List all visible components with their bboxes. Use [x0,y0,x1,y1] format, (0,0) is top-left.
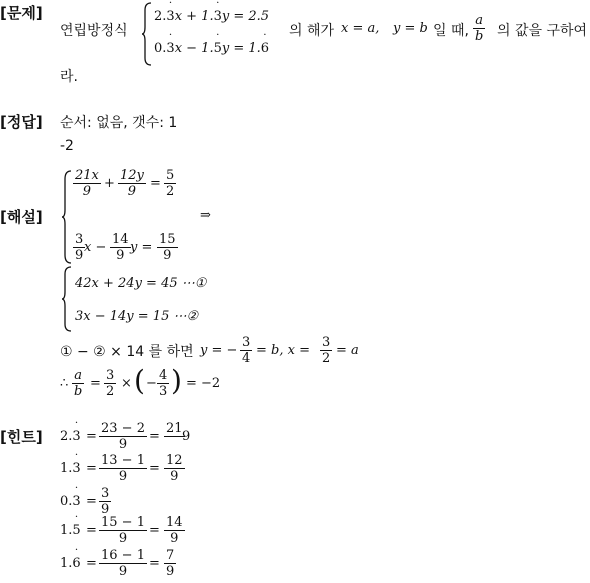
sol-step4-frac1: a b [74,368,83,399]
problem-label: [문제] [0,4,43,22]
hint-h1-frac2: 21 [166,421,183,436]
solution-label: [해설] [0,208,43,226]
hint-h4-eq2: = [149,523,160,538]
sol-s2-frac2: 14 9 [112,232,129,263]
problem-text4: 라. [60,69,78,85]
sol-s1-plus: + [104,176,115,191]
sol-s2-y: y = [130,240,153,255]
problem-text1: 의 해가 [289,23,335,39]
hint-h3-lhs: 0.3 ˙ [60,494,81,509]
answer-label: [정답] [0,113,43,131]
sol-step3-text: ① − ② × 14 를 하면 [60,344,194,360]
hint-h2-eq2: = [149,461,160,476]
system-brace-icon [141,2,153,66]
sol-step4-minus: − [146,376,157,391]
hint-h2-eq: = [86,461,97,476]
sol-step4-eq: = [90,376,101,391]
hint-h1-eq2: = [149,429,160,444]
sol-e2: 3x − 14y = 15 ⋯② [75,309,199,324]
sol-s1-frac1: 21x 9 [75,168,99,199]
problem-eq1: 2.3 ˙x + 1.3 ˙y = 2.5 [154,9,269,24]
sol-s2-x: x − [84,240,107,255]
implies-arrow-icon: ⇒ [200,208,211,223]
hint-h4-frac2: 14 9 [166,515,183,546]
problem-fraction: a b [475,13,484,44]
sol-s1-frac3: 5 2 [166,168,175,199]
sol-step3-y: y = − [200,343,238,358]
hint-h5-lhs: 1.6 ˙ [60,556,81,571]
problem-sol-x: x = a, [341,21,380,36]
sol-step4-times: × [121,376,132,391]
sol-e1: 42x + 24y = 45 ⋯① [75,276,207,291]
sol-step4-end: = −2 [186,376,221,391]
hint-h2-frac2: 12 9 [166,453,183,484]
hint-label: [힌트] [0,428,43,446]
answer-line1: 순서: 없음, 갯수: 1 [60,115,178,131]
hint-h5-eq2: = [149,556,160,571]
hint-h2-lhs: 1.3 ˙ [60,461,81,476]
sol-step3-end: = a [336,343,359,358]
hint-h5-frac2: 7 9 [166,548,175,579]
therefore-icon: ∴ [60,376,69,391]
sol-s1-frac2: 12y 9 [120,168,144,199]
hint-h5-eq: = [86,556,97,571]
hint-h1-eq: = [86,429,97,444]
sol-step4-frac2: 3 2 [106,368,115,399]
sol-step4-frac3: 4 3 [159,368,168,399]
sol-step3-frac2: 3 2 [322,335,331,366]
right-paren-icon: ) [171,364,182,397]
hint-h3-frac: 3 9 [101,486,110,517]
hint-h1-tail: 9 [182,429,191,444]
problem-text2: 일 때, [433,23,469,39]
hint-h1-frac: 23 − 2 9 [101,421,145,452]
hint-h4-lhs: 1.5 ˙ [60,523,81,538]
sol-step3-frac1: 3 4 [242,335,251,366]
hint-h5-frac: 16 − 1 9 [101,548,145,579]
solution-brace-1-icon [61,170,73,264]
problem-eq2: 0.3 ˙x − 1.5 ˙y = 1.6 ˙ [154,41,269,56]
hint-h4-frac: 15 − 1 9 [101,515,145,546]
sol-s2-frac3: 15 9 [159,232,176,263]
problem-intro: 연립방정식 [60,23,128,39]
solution-brace-2-icon [61,266,73,332]
sol-s1-eq: = [150,176,161,191]
problem-sol-y: y = b [393,21,428,36]
hint-h3-eq: = [86,494,97,509]
hint-h4-eq: = [86,523,97,538]
answer-value: -2 [60,138,74,154]
hint-h1-lhs: 2.3 ˙ [60,429,81,444]
left-paren-icon: ( [134,364,145,397]
sol-step3-mid: = b, x = [256,343,310,358]
sol-s2-frac1: 3 9 [75,232,84,263]
problem-text3: 의 값을 구하여 [497,23,588,39]
hint-h2-frac: 13 − 1 9 [101,453,145,484]
